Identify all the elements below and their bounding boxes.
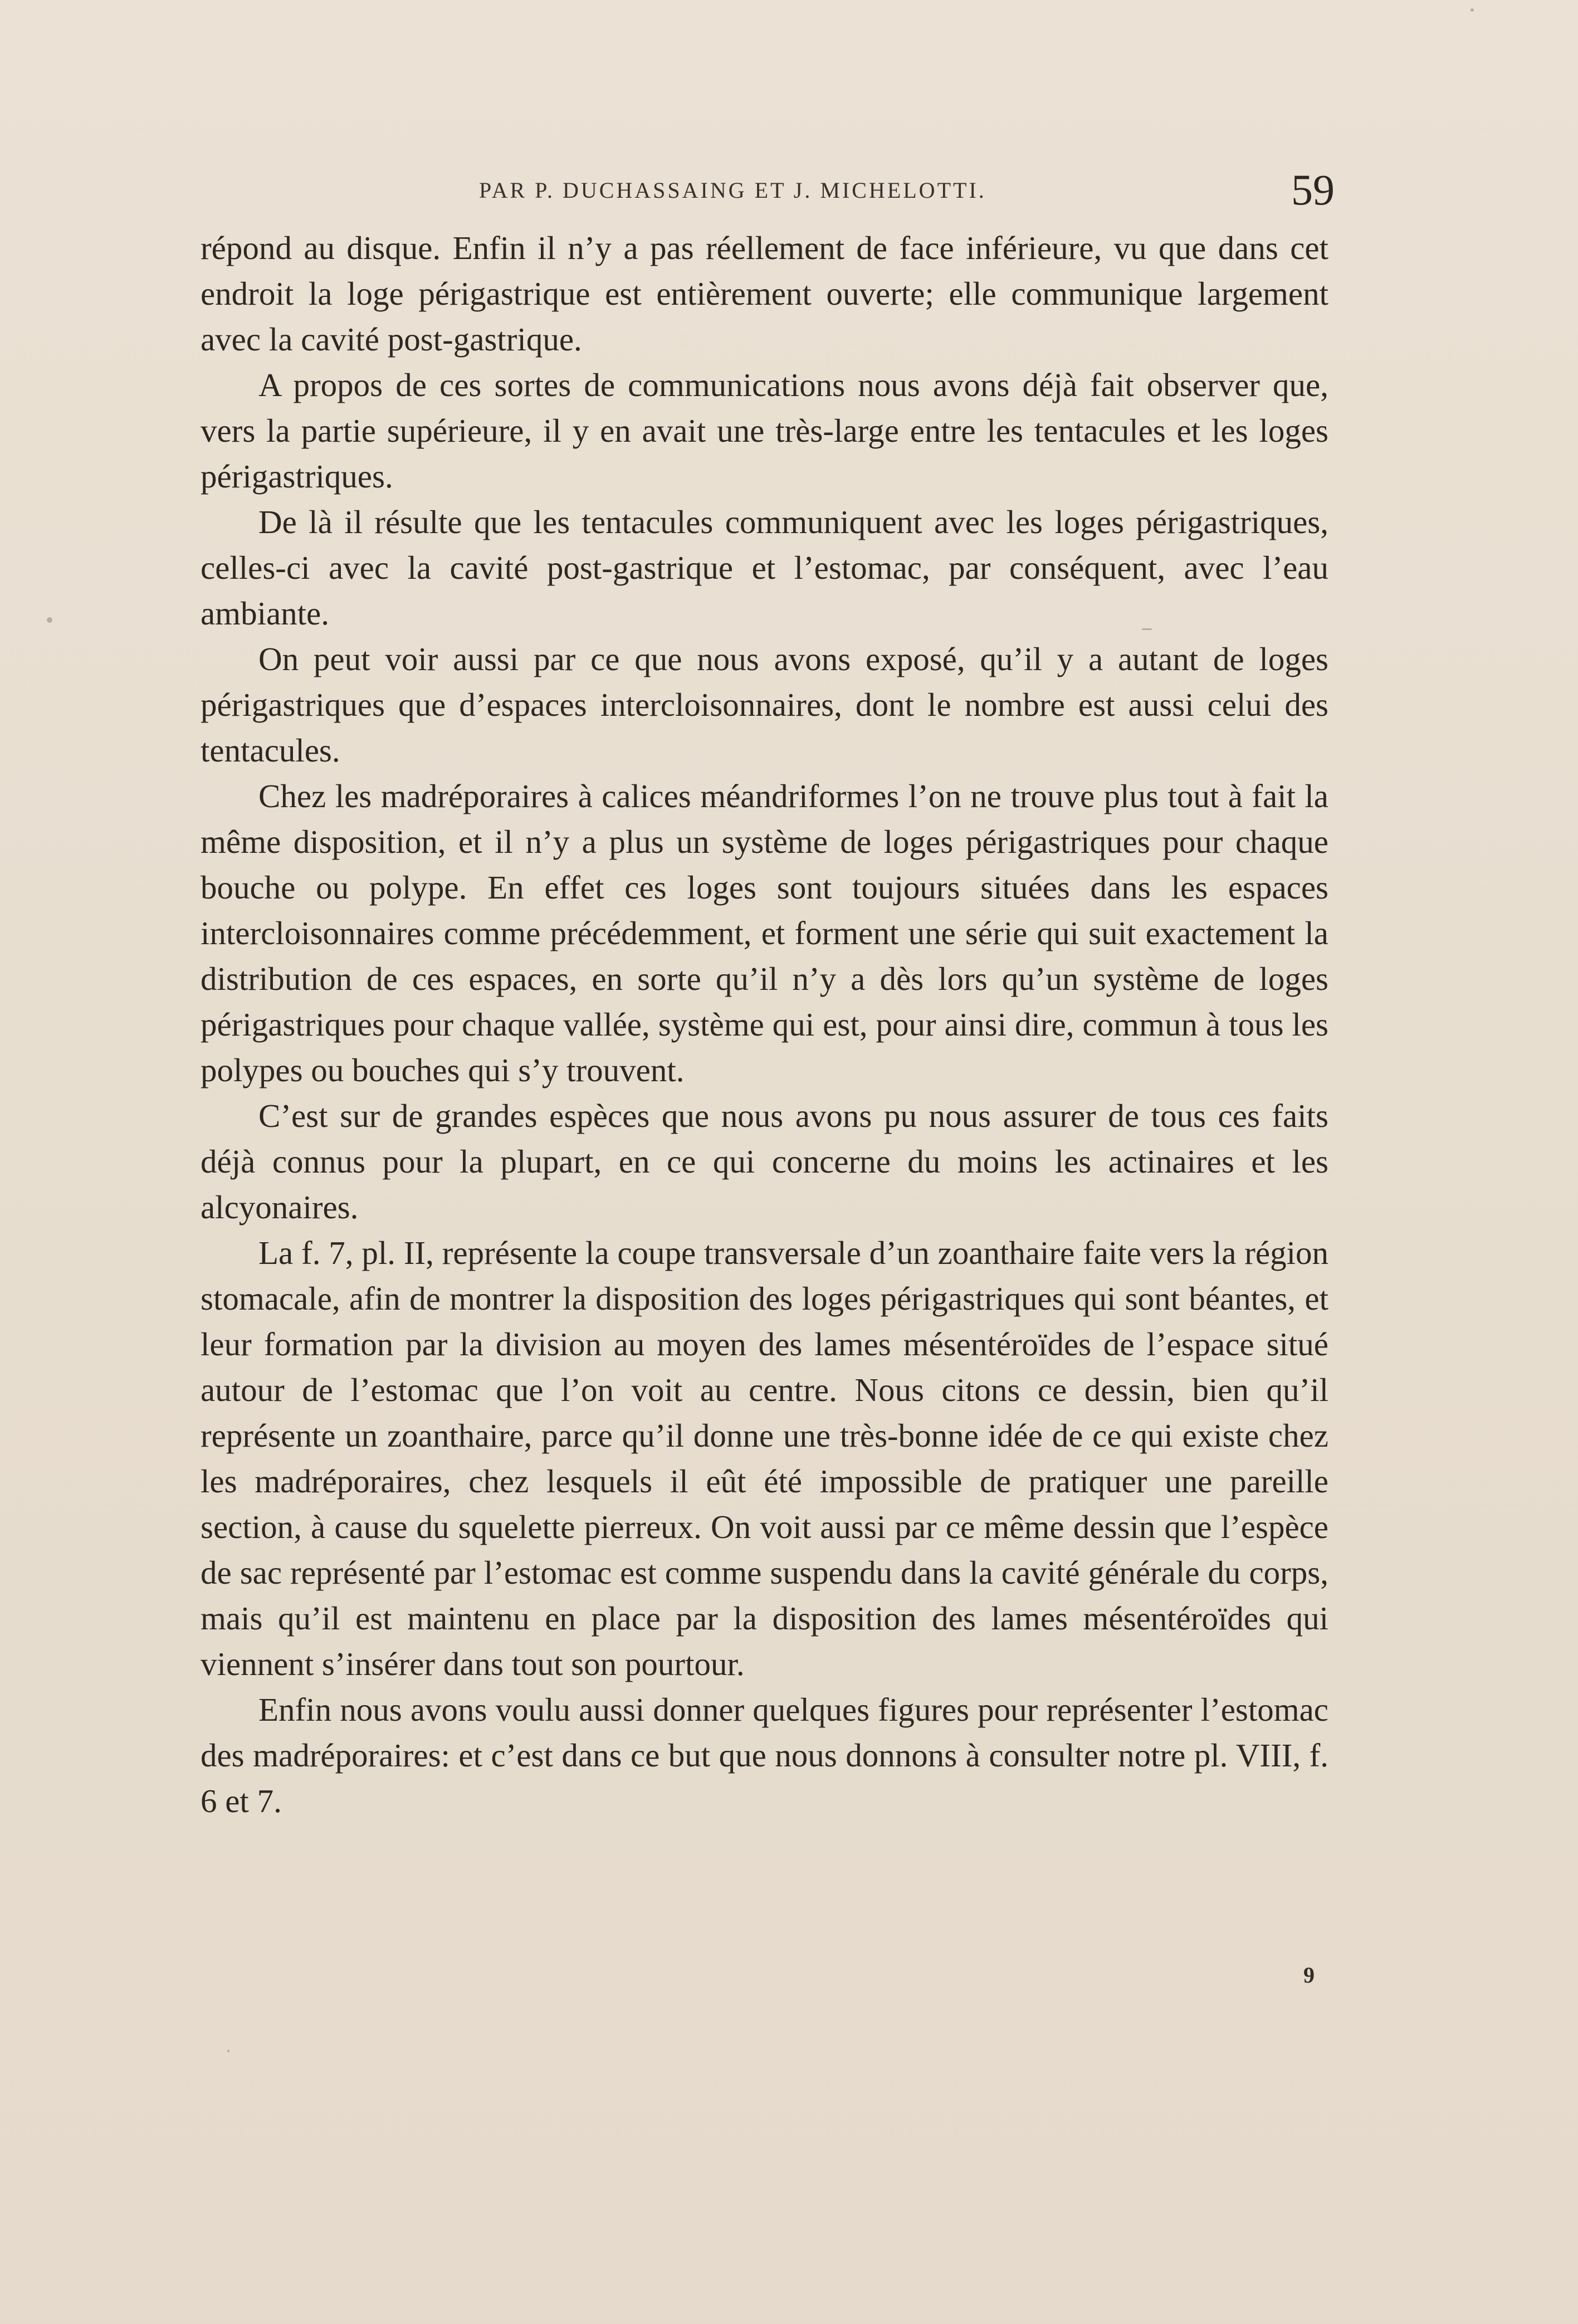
paper-speck-1: [1470, 8, 1474, 12]
paragraph-6: C’est sur de grandes espèces que nous avons pu nous assurer de tous ces faits déjà connus pour la plupart, en ce qui concerne du moins les actinaires et les alcyonaires.: [201, 1097, 1328, 1226]
paragraph-8: Enfin nous avons voulu aussi donner quelques figures pour représenter l’estomac des madréporaires: et c’est dans ce but que nous donnons à consulter notre pl. VIII, f. 6 et 7.: [201, 1691, 1328, 1819]
body-text: [201, 225, 1328, 1824]
paper-speck-4: [227, 2050, 229, 2052]
paragraph-5: Chez les madréporaires à calices méandriformes l’on ne trouve plus tout à fait la même disposition, et il n’y a plus un système de loges périgastriques pour chaque bouche ou polype. En effet ces loges sont toujours situées dans les espaces intercloisonnaires comme précédemment, et forment une série qui suit exactement la distribution de ces espaces, en sorte qu’il n’y a dès lors qu’un système de loges périgastriques pour chaque vallée, système qui est, pour ainsi dire, commun à tous les polypes ou bouches qui s’y trouvent.: [201, 778, 1328, 1088]
paper-speck-3: [1142, 628, 1152, 630]
signature-mark: 9: [1303, 1962, 1315, 1988]
running-head: PAR P. DUCHASSAING ET J. MICHELOTTI.: [479, 178, 986, 203]
page-number: 59: [1291, 165, 1335, 214]
paragraph-4: On peut voir aussi par ce que nous avons exposé, qu’il y a autant de loges périgastriques que d’espaces intercloisonnaires, dont le nombre est aussi celui des tentacules.: [201, 641, 1328, 769]
paragraph-1: répond au disque. Enfin il n’y a pas réellement de face inférieure, vu que dans cet endroit la loge périgastrique est entièrement ouverte; elle communique largement avec la cavité post-gastrique.: [201, 230, 1328, 358]
paragraph-7: La f. 7, pl. II, représente la coupe transversale d’un zoanthaire faite vers la région stomacale, afin de montrer la disposition des loges périgastriques qui sont béantes, et leur formation par la division au moyen des lames mésentéroïdes de l’espace situé autour de l’estomac que l’on voit au centre. Nous citons ce dessin, bien qu’il représente un zoanthaire, parce qu’il donne une très-bonne idée de ce qui existe chez les madréporaires, chez lesquels il eût été impossible de pratiquer une pareille section, à cause du squelette pierreux. On voit aussi par ce même dessin que l’espèce de sac représenté par l’estomac est comme suspendu dans la cavité générale du corps, mais qu’il est maintenu en place par la disposition des lames mésentéroïdes qui viennent s’insérer dans tout son pourtour.: [201, 1234, 1328, 1682]
paragraph-2: A propos de ces sortes de communications nous avons déjà fait observer que, vers la partie supérieure, il y en avait une très-large entre les tentacules et les loges périgastriques.: [201, 367, 1328, 495]
paper-speck-2: [47, 617, 52, 623]
paragraph-3: De là il résulte que les tentacules communiquent avec les loges périgastriques, celles-ci avec la cavité post-gastrique et l’estomac, par conséquent, avec l’eau ambiante.: [201, 504, 1328, 632]
